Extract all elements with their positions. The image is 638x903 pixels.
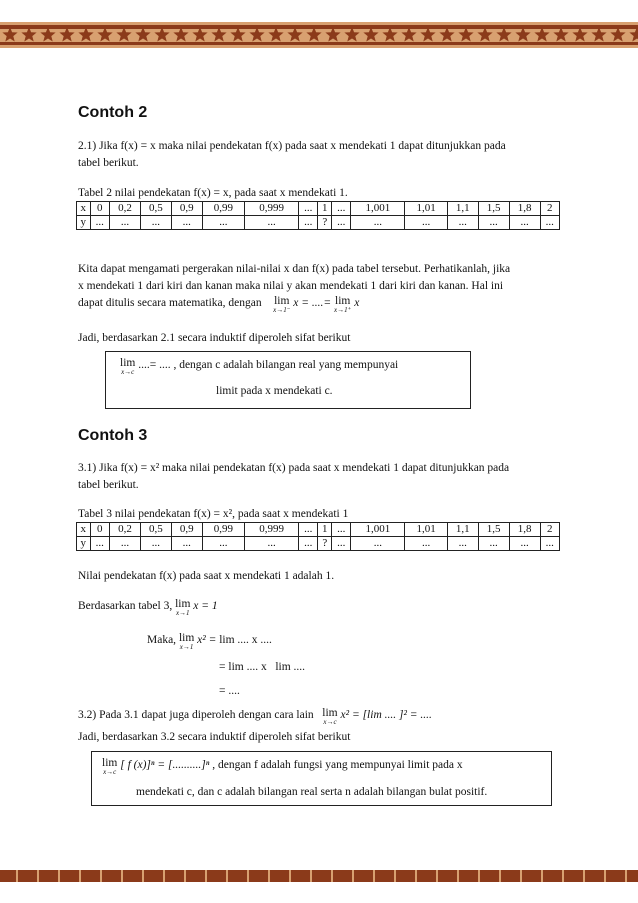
property-box-3-line-2: mendekati c, dan c adalah bilangan real serta n adalah bilangan bulat positif. [136, 786, 488, 798]
table-cell: 0,5 [140, 202, 171, 216]
maka-expression-1b: lim .... x .... [219, 634, 272, 646]
table-cell: x [77, 523, 91, 537]
table-3-row-x [77, 523, 560, 537]
lim-subscript: x→1⁺ [334, 306, 352, 314]
table-cell: ... [351, 216, 405, 230]
box-text-1: , dengan f adalah fungsi yang mempunyai limit pada x [212, 759, 463, 771]
table-cell: 0,999 [245, 523, 299, 537]
band-tick [184, 870, 186, 882]
maka-limit [179, 633, 194, 651]
paragraph-3-1: 3.1) Jika f(x) = x² maka nilai pendekatan f(x) pada saat x mendekati 1 dapat ditunjukkan pada [78, 462, 510, 474]
property-box-3 [91, 751, 552, 806]
table-cell: ... [109, 216, 140, 230]
table-cell: ... [447, 216, 478, 230]
band-tick [331, 870, 333, 882]
table-cell: ... [447, 537, 478, 551]
observation-line-3 [78, 296, 359, 314]
observation-text: dapat ditulis secara matematika, dengan [78, 297, 262, 309]
band-tick [562, 870, 564, 882]
table-cell: 1,01 [405, 202, 447, 216]
table-cell: ... [90, 216, 109, 230]
table-cell: ... [140, 216, 171, 230]
table-cell: ... [332, 537, 351, 551]
lim-label: lim [175, 598, 191, 610]
table-cell: ... [140, 537, 171, 551]
table-cell: ... [202, 537, 244, 551]
table-3-row-y [77, 537, 560, 551]
table-cell: 0 [90, 523, 109, 537]
table-cell: 1,5 [478, 523, 509, 537]
band-tick [37, 870, 39, 882]
approximation-statement: Nilai pendekatan f(x) pada saat x mendekati 1 adalah 1. [78, 570, 335, 582]
table-2-row-y [77, 216, 560, 230]
band-tick [583, 870, 585, 882]
table-cell: 1,001 [351, 523, 405, 537]
table-cell: ... [202, 216, 244, 230]
table-cell: ... [299, 202, 318, 216]
band-tick [604, 870, 606, 882]
table-cell: ... [332, 202, 351, 216]
property-box-2-line-1 [120, 358, 398, 376]
table-cell: 0,9 [171, 202, 202, 216]
lim-label: lim [102, 757, 118, 769]
table-cell: 0,99 [202, 202, 244, 216]
conclusion-3: Jadi, berdasarkan 3.2 secara induktif diperoleh sifat berikut [78, 731, 351, 743]
table-cell: ... [405, 537, 447, 551]
lim-label: lim [120, 357, 136, 369]
table-cell: 1 [318, 523, 332, 537]
table-cell: 1,8 [509, 202, 540, 216]
lim-subscript: x→c [323, 718, 337, 726]
paragraph-3-2 [78, 708, 432, 726]
section-heading-contoh-3: Contoh 3 [78, 427, 148, 444]
band-tick [58, 870, 60, 882]
table-3 [76, 522, 560, 551]
conclusion-2: Jadi, berdasarkan 2.1 secara induktif diperoleh sifat berikut [78, 332, 351, 344]
band-tick [520, 870, 522, 882]
table-2-caption: Tabel 2 nilai pendekatan f(x) = x, pada saat x mendekati 1. [78, 187, 348, 199]
maka-line-1 [147, 633, 272, 651]
table-cell: 1,01 [405, 523, 447, 537]
band-tick [625, 870, 627, 882]
lim-label: lim [335, 295, 351, 307]
lim-subscript: x→c [121, 368, 135, 376]
table-cell: 0,999 [245, 202, 299, 216]
maka-label: Maka, [147, 634, 177, 646]
table-cell: ... [109, 537, 140, 551]
table-cell: y [77, 537, 91, 551]
table-2-row-x [77, 202, 560, 216]
based-on-table-3 [78, 599, 218, 617]
lim-subscript: x→c [103, 768, 117, 776]
table-cell: 1,1 [447, 523, 478, 537]
band-tick [247, 870, 249, 882]
lim-label: lim [322, 707, 338, 719]
table-cell: 1,001 [351, 202, 405, 216]
table-cell: ... [509, 216, 540, 230]
maka-line-2 [219, 660, 305, 675]
lim-subscript: x→1⁻ [273, 306, 291, 314]
table-cell: y [77, 216, 91, 230]
table-cell: ... [540, 537, 559, 551]
property-box-3-line-1 [102, 758, 463, 776]
table-cell: ... [90, 537, 109, 551]
table-cell: 2 [540, 523, 559, 537]
table-cell: ... [509, 537, 540, 551]
table-cell: 0,9 [171, 523, 202, 537]
table-cell: ... [245, 537, 299, 551]
band-tick [457, 870, 459, 882]
star-border-icon [0, 0, 638, 60]
observation-line-2: x mendekati 1 dari kiri dan kanan maka nilai y akan mendekati 1 dari kiri dan kanan. Hal ini [78, 280, 504, 292]
paragraph-3-2-text: 3.2) Pada 3.1 dapat juga diperoleh dengan cara lain [78, 709, 314, 721]
table-cell: x [77, 202, 91, 216]
band-tick [226, 870, 228, 882]
band-tick [373, 870, 375, 882]
lim-subscript: x→1 [179, 643, 194, 651]
table-cell: ... [299, 537, 318, 551]
band-tick [499, 870, 501, 882]
decorative-bottom-border [0, 865, 638, 903]
paragraph-3-2-limit [322, 708, 337, 726]
band-tick [16, 870, 18, 882]
band-tick [142, 870, 144, 882]
decorative-top-border [0, 0, 638, 60]
table-cell: 0 [90, 202, 109, 216]
band-tick [163, 870, 165, 882]
table-cell: 0,5 [140, 523, 171, 537]
limit-left-expression: x = ....= [293, 297, 332, 309]
table-cell: 2 [540, 202, 559, 216]
band-tick [100, 870, 102, 882]
band-tick [394, 870, 396, 882]
table-cell: ? [318, 216, 332, 230]
table-cell: 1,8 [509, 523, 540, 537]
limit-right-expression: x [354, 297, 360, 309]
table-cell: 0,99 [202, 523, 244, 537]
table-cell: 0,2 [109, 202, 140, 216]
table-cell: ... [405, 216, 447, 230]
table-2 [76, 201, 560, 230]
maka-expression-2b: lim .... x [228, 661, 267, 673]
maka-expression-1: x² = [197, 634, 217, 646]
paragraph-3-2-expression: x² = [lim .... ]² = .... [340, 709, 432, 721]
table-cell: ... [540, 216, 559, 230]
band-tick [436, 870, 438, 882]
table-cell: ... [171, 537, 202, 551]
based-expression: x = 1 [193, 600, 218, 612]
table-cell: 0,2 [109, 523, 140, 537]
table-cell: ... [245, 216, 299, 230]
maka-equals: = [219, 661, 226, 673]
table-cell: ... [332, 523, 351, 537]
box-text-1: ....= .... , dengan c adalah bilangan real yang mempunyai [138, 359, 399, 371]
one-sided-limit-right [334, 296, 351, 314]
band-tick [121, 870, 123, 882]
table-cell: ... [478, 537, 509, 551]
table-cell: ? [318, 537, 332, 551]
band-tick [415, 870, 417, 882]
lim-label: lim [178, 632, 195, 644]
observation-line-1: Kita dapat mengamati pergerakan nilai-nilai x dan f(x) pada tabel tersebut. Perhatikanlah, jika [78, 263, 511, 275]
band-tick [289, 870, 291, 882]
table-cell: ... [299, 216, 318, 230]
maka-expression-2c: lim .... [275, 661, 306, 673]
based-limit [175, 599, 190, 617]
table-3-caption: Tabel 3 nilai pendekatan f(x) = x², pada saat x mendekati 1 [78, 508, 349, 520]
table-cell: ... [478, 216, 509, 230]
bottom-band-icon [0, 865, 638, 903]
table-cell: ... [171, 216, 202, 230]
section-heading-contoh-2: Contoh 2 [78, 104, 148, 121]
lim-label: lim [274, 295, 290, 307]
lim-subscript: x→1 [175, 609, 190, 617]
band-tick [205, 870, 207, 882]
band-tick [541, 870, 543, 882]
table-cell: 1,5 [478, 202, 509, 216]
property-box-2-line-2: limit pada x mendekati c. [216, 385, 333, 397]
paragraph-2-1-cont: tabel berikut. [78, 157, 139, 169]
paragraph-3-1-cont: tabel berikut. [78, 479, 139, 491]
table-cell: 1,1 [447, 202, 478, 216]
table-cell: ... [299, 523, 318, 537]
box-limit [102, 758, 117, 776]
maka-line-3: = .... [219, 685, 240, 697]
box-limit [120, 358, 135, 376]
band-tick [478, 870, 480, 882]
table-cell: 1 [318, 202, 332, 216]
one-sided-limit-left [273, 296, 290, 314]
based-text: Berdasarkan tabel 3, [78, 600, 173, 612]
band-tick [310, 870, 312, 882]
table-cell: ... [332, 216, 351, 230]
paragraph-2-1: 2.1) Jika f(x) = x maka nilai pendekatan f(x) pada saat x mendekati 1 dapat ditunjukkan pada [78, 140, 506, 152]
band-tick [268, 870, 270, 882]
box-expression: [ f (x)]ⁿ = [..........]ⁿ [120, 759, 210, 771]
band-tick [352, 870, 354, 882]
table-cell: ... [351, 537, 405, 551]
band-tick [79, 870, 81, 882]
property-box-2 [105, 351, 471, 409]
